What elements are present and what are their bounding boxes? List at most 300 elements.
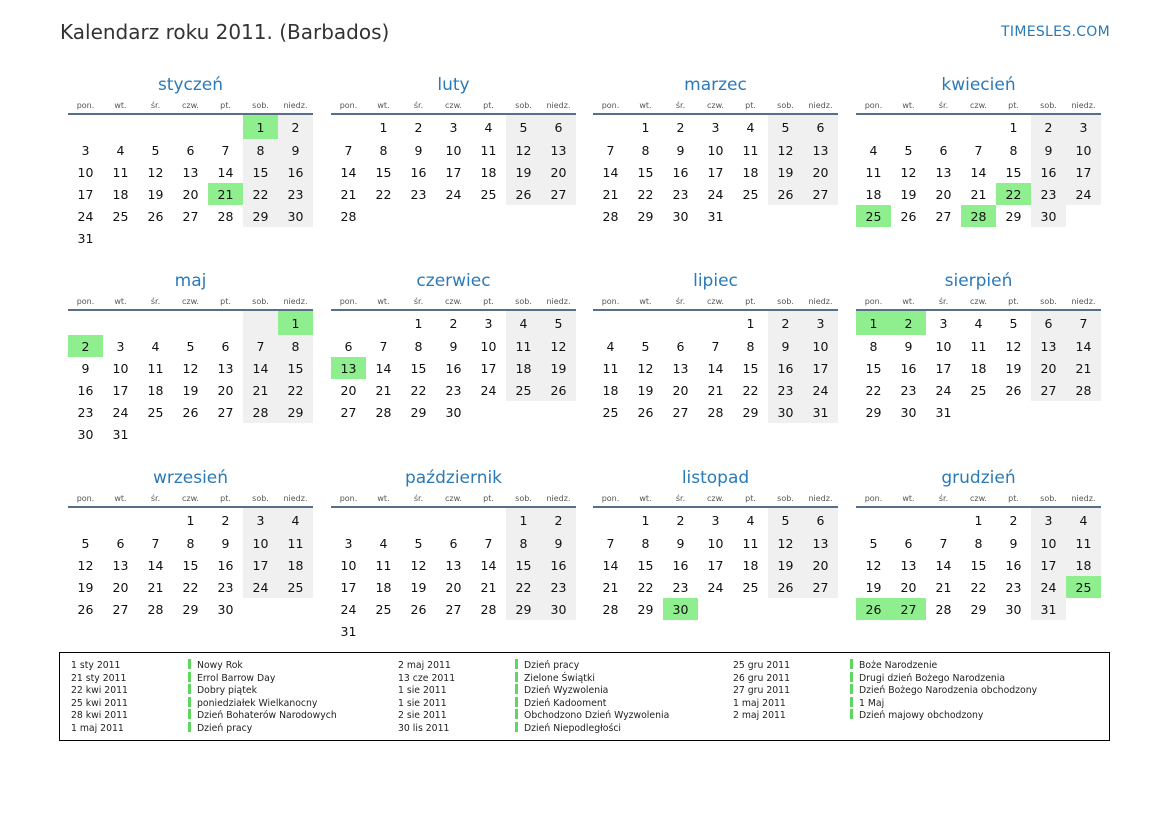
day-cell[interactable]: 8 bbox=[186, 535, 195, 551]
day-cell[interactable]: 11 bbox=[278, 532, 313, 554]
day-cell[interactable]: 26 bbox=[856, 598, 891, 620]
day-cell[interactable]: 17 bbox=[112, 382, 129, 398]
day-cell[interactable]: 23 bbox=[77, 404, 94, 420]
day-cell[interactable]: 28 bbox=[217, 208, 234, 224]
day-cell[interactable]: 8 bbox=[414, 338, 423, 354]
day-cell[interactable]: 2 bbox=[414, 119, 423, 135]
day-cell[interactable]: 15 bbox=[637, 557, 654, 573]
day-cell[interactable]: 12 bbox=[147, 164, 164, 180]
day-cell[interactable]: 26 bbox=[900, 208, 917, 224]
day-cell[interactable]: 13 bbox=[803, 532, 838, 554]
day-cell[interactable]: 2 bbox=[68, 335, 103, 357]
day-cell[interactable]: 27 bbox=[445, 601, 462, 617]
day-cell[interactable]: 28 bbox=[961, 205, 996, 227]
day-cell[interactable]: 20 bbox=[935, 186, 952, 202]
day-cell[interactable]: 4 bbox=[151, 338, 160, 354]
day-cell[interactable]: 14 bbox=[1066, 335, 1101, 357]
day-cell[interactable]: 8 bbox=[641, 535, 650, 551]
day-cell[interactable]: 8 bbox=[974, 535, 983, 551]
day-cell[interactable]: 4 bbox=[974, 315, 983, 331]
day-cell[interactable]: 19 bbox=[182, 382, 199, 398]
day-cell[interactable]: 20 bbox=[1031, 357, 1066, 379]
day-cell[interactable]: 14 bbox=[970, 164, 987, 180]
day-cell[interactable]: 27 bbox=[1031, 379, 1066, 401]
day-cell[interactable]: 18 bbox=[970, 360, 987, 376]
day-cell[interactable]: 9 bbox=[1009, 535, 1018, 551]
day-cell[interactable]: 17 bbox=[803, 357, 838, 379]
day-cell[interactable]: 14 bbox=[480, 557, 497, 573]
day-cell[interactable]: 12 bbox=[768, 532, 803, 554]
day-cell[interactable]: 13 bbox=[935, 164, 952, 180]
day-cell[interactable]: 20 bbox=[112, 579, 129, 595]
day-cell[interactable]: 16 bbox=[900, 360, 917, 376]
day-cell[interactable]: 22 bbox=[637, 579, 654, 595]
day-cell[interactable]: 27 bbox=[340, 404, 357, 420]
day-cell[interactable]: 19 bbox=[506, 161, 541, 183]
day-cell[interactable]: 2 bbox=[221, 512, 230, 528]
day-cell[interactable]: 9 bbox=[278, 139, 313, 161]
day-cell[interactable]: 3 bbox=[484, 315, 493, 331]
day-cell[interactable]: 27 bbox=[217, 404, 234, 420]
day-cell[interactable]: 10 bbox=[77, 164, 94, 180]
day-cell[interactable]: 8 bbox=[379, 142, 388, 158]
day-cell[interactable]: 12 bbox=[900, 164, 917, 180]
day-cell[interactable]: 17 bbox=[707, 557, 724, 573]
day-cell[interactable]: 17 bbox=[445, 164, 462, 180]
day-cell[interactable]: 5 bbox=[1009, 315, 1018, 331]
day-cell[interactable]: 23 bbox=[768, 379, 803, 401]
day-cell[interactable]: 3 bbox=[803, 310, 838, 335]
day-cell[interactable]: 14 bbox=[602, 557, 619, 573]
day-cell[interactable]: 7 bbox=[1066, 310, 1101, 335]
day-cell[interactable]: 13 bbox=[541, 139, 576, 161]
day-cell[interactable]: 12 bbox=[768, 139, 803, 161]
day-cell[interactable]: 30 bbox=[541, 598, 576, 620]
day-cell[interactable]: 22 bbox=[865, 382, 882, 398]
day-cell[interactable]: 19 bbox=[541, 357, 576, 379]
day-cell[interactable]: 21 bbox=[1066, 357, 1101, 379]
day-cell[interactable]: 14 bbox=[147, 557, 164, 573]
day-cell[interactable]: 5 bbox=[904, 142, 913, 158]
day-cell[interactable]: 7 bbox=[243, 335, 278, 357]
day-cell[interactable]: 22 bbox=[182, 579, 199, 595]
day-cell[interactable]: 1 bbox=[746, 315, 755, 331]
day-cell[interactable]: 4 bbox=[746, 119, 755, 135]
day-cell[interactable]: 29 bbox=[637, 601, 654, 617]
day-cell[interactable]: 25 bbox=[278, 576, 313, 598]
day-cell[interactable]: 24 bbox=[707, 186, 724, 202]
day-cell[interactable]: 25 bbox=[602, 404, 619, 420]
day-cell[interactable]: 30 bbox=[1031, 205, 1066, 227]
day-cell[interactable]: 6 bbox=[344, 338, 353, 354]
day-cell[interactable]: 15 bbox=[506, 554, 541, 576]
day-cell[interactable]: 11 bbox=[506, 335, 541, 357]
day-cell[interactable]: 22 bbox=[637, 186, 654, 202]
day-cell[interactable]: 19 bbox=[77, 579, 94, 595]
day-cell[interactable]: 1 bbox=[641, 512, 650, 528]
day-cell[interactable]: 23 bbox=[410, 186, 427, 202]
day-cell[interactable]: 29 bbox=[243, 205, 278, 227]
day-cell[interactable]: 9 bbox=[221, 535, 230, 551]
day-cell[interactable]: 23 bbox=[217, 579, 234, 595]
day-cell[interactable]: 27 bbox=[803, 576, 838, 598]
day-cell[interactable]: 11 bbox=[865, 164, 882, 180]
day-cell[interactable]: 3 bbox=[116, 338, 125, 354]
day-cell[interactable]: 6 bbox=[803, 114, 838, 139]
day-cell[interactable]: 28 bbox=[243, 401, 278, 423]
day-cell[interactable]: 20 bbox=[672, 382, 689, 398]
day-cell[interactable]: 8 bbox=[506, 532, 541, 554]
day-cell[interactable]: 16 bbox=[278, 161, 313, 183]
day-cell[interactable]: 6 bbox=[116, 535, 125, 551]
day-cell[interactable]: 7 bbox=[711, 338, 720, 354]
day-cell[interactable]: 20 bbox=[803, 554, 838, 576]
day-cell[interactable]: 17 bbox=[340, 579, 357, 595]
day-cell[interactable]: 19 bbox=[147, 186, 164, 202]
day-cell[interactable]: 5 bbox=[414, 535, 423, 551]
day-cell[interactable]: 5 bbox=[768, 114, 803, 139]
day-cell[interactable]: 25 bbox=[375, 601, 392, 617]
day-cell[interactable]: 11 bbox=[742, 535, 759, 551]
day-cell[interactable]: 4 bbox=[116, 142, 125, 158]
day-cell[interactable]: 3 bbox=[449, 119, 458, 135]
day-cell[interactable]: 9 bbox=[81, 360, 90, 376]
day-cell[interactable]: 6 bbox=[904, 535, 913, 551]
day-cell[interactable]: 7 bbox=[484, 535, 493, 551]
day-cell[interactable]: 17 bbox=[1031, 554, 1066, 576]
day-cell[interactable]: 1 bbox=[278, 310, 313, 335]
day-cell[interactable]: 24 bbox=[243, 576, 278, 598]
day-cell[interactable]: 28 bbox=[602, 601, 619, 617]
day-cell[interactable]: 4 bbox=[869, 142, 878, 158]
day-cell[interactable]: 19 bbox=[768, 554, 803, 576]
day-cell[interactable]: 12 bbox=[182, 360, 199, 376]
day-cell[interactable]: 16 bbox=[672, 557, 689, 573]
day-cell[interactable]: 22 bbox=[970, 579, 987, 595]
day-cell[interactable]: 12 bbox=[865, 557, 882, 573]
day-cell[interactable]: 9 bbox=[541, 532, 576, 554]
day-cell[interactable]: 13 bbox=[331, 357, 366, 379]
day-cell[interactable]: 2 bbox=[676, 512, 685, 528]
day-cell[interactable]: 15 bbox=[865, 360, 882, 376]
day-cell[interactable]: 10 bbox=[803, 335, 838, 357]
day-cell[interactable]: 5 bbox=[541, 310, 576, 335]
day-cell[interactable]: 30 bbox=[445, 404, 462, 420]
day-cell[interactable]: 13 bbox=[112, 557, 129, 573]
day-cell[interactable]: 27 bbox=[935, 208, 952, 224]
day-cell[interactable]: 7 bbox=[344, 142, 353, 158]
day-cell[interactable]: 21 bbox=[375, 382, 392, 398]
day-cell[interactable]: 12 bbox=[410, 557, 427, 573]
day-cell[interactable]: 23 bbox=[672, 186, 689, 202]
day-cell[interactable]: 19 bbox=[900, 186, 917, 202]
day-cell[interactable]: 28 bbox=[935, 601, 952, 617]
day-cell[interactable]: 28 bbox=[707, 404, 724, 420]
day-cell[interactable]: 29 bbox=[182, 601, 199, 617]
day-cell[interactable]: 8 bbox=[243, 139, 278, 161]
day-cell[interactable]: 30 bbox=[217, 601, 234, 617]
day-cell[interactable]: 11 bbox=[375, 557, 392, 573]
day-cell[interactable]: 4 bbox=[1066, 507, 1101, 532]
day-cell[interactable]: 11 bbox=[112, 164, 129, 180]
day-cell[interactable]: 20 bbox=[900, 579, 917, 595]
day-cell[interactable]: 26 bbox=[182, 404, 199, 420]
brand-link[interactable]: TIMESLES.COM bbox=[1001, 24, 1110, 40]
day-cell[interactable]: 21 bbox=[147, 579, 164, 595]
day-cell[interactable]: 15 bbox=[182, 557, 199, 573]
day-cell[interactable]: 15 bbox=[637, 164, 654, 180]
day-cell[interactable]: 2 bbox=[768, 310, 803, 335]
day-cell[interactable]: 22 bbox=[996, 183, 1031, 205]
day-cell[interactable]: 15 bbox=[375, 164, 392, 180]
day-cell[interactable]: 21 bbox=[935, 579, 952, 595]
day-cell[interactable]: 31 bbox=[1031, 598, 1066, 620]
day-cell[interactable]: 5 bbox=[869, 535, 878, 551]
day-cell[interactable]: 5 bbox=[641, 338, 650, 354]
day-cell[interactable]: 13 bbox=[803, 139, 838, 161]
day-cell[interactable]: 23 bbox=[278, 183, 313, 205]
day-cell[interactable]: 6 bbox=[1031, 310, 1066, 335]
day-cell[interactable]: 7 bbox=[221, 142, 230, 158]
day-cell[interactable]: 19 bbox=[1005, 360, 1022, 376]
day-cell[interactable]: 21 bbox=[340, 186, 357, 202]
day-cell[interactable]: 26 bbox=[410, 601, 427, 617]
day-cell[interactable]: 18 bbox=[742, 164, 759, 180]
day-cell[interactable]: 31 bbox=[803, 401, 838, 423]
day-cell[interactable]: 14 bbox=[707, 360, 724, 376]
day-cell[interactable]: 20 bbox=[445, 579, 462, 595]
day-cell[interactable]: 20 bbox=[340, 382, 357, 398]
day-cell[interactable]: 8 bbox=[278, 335, 313, 357]
day-cell[interactable]: 13 bbox=[1031, 335, 1066, 357]
day-cell[interactable]: 22 bbox=[375, 186, 392, 202]
day-cell[interactable]: 11 bbox=[480, 142, 497, 158]
day-cell[interactable]: 24 bbox=[1066, 183, 1101, 205]
day-cell[interactable]: 16 bbox=[768, 357, 803, 379]
day-cell[interactable]: 21 bbox=[480, 579, 497, 595]
day-cell[interactable]: 10 bbox=[112, 360, 129, 376]
day-cell[interactable]: 26 bbox=[768, 183, 803, 205]
day-cell[interactable]: 22 bbox=[410, 382, 427, 398]
day-cell[interactable]: 7 bbox=[379, 338, 388, 354]
day-cell[interactable]: 19 bbox=[410, 579, 427, 595]
day-cell[interactable]: 9 bbox=[1031, 139, 1066, 161]
day-cell[interactable]: 31 bbox=[112, 426, 129, 442]
day-cell[interactable]: 20 bbox=[803, 161, 838, 183]
day-cell[interactable]: 29 bbox=[637, 208, 654, 224]
day-cell[interactable]: 24 bbox=[480, 382, 497, 398]
day-cell[interactable]: 10 bbox=[707, 535, 724, 551]
day-cell[interactable]: 3 bbox=[711, 512, 720, 528]
day-cell[interactable]: 17 bbox=[935, 360, 952, 376]
day-cell[interactable]: 5 bbox=[768, 507, 803, 532]
day-cell[interactable]: 9 bbox=[768, 335, 803, 357]
day-cell[interactable]: 25 bbox=[506, 379, 541, 401]
day-cell[interactable]: 25 bbox=[970, 382, 987, 398]
day-cell[interactable]: 29 bbox=[1005, 208, 1022, 224]
day-cell[interactable]: 25 bbox=[742, 579, 759, 595]
day-cell[interactable]: 27 bbox=[672, 404, 689, 420]
day-cell[interactable]: 5 bbox=[151, 142, 160, 158]
day-cell[interactable]: 23 bbox=[445, 382, 462, 398]
day-cell[interactable]: 11 bbox=[742, 142, 759, 158]
day-cell[interactable]: 27 bbox=[182, 208, 199, 224]
day-cell[interactable]: 15 bbox=[742, 360, 759, 376]
day-cell[interactable]: 18 bbox=[480, 164, 497, 180]
day-cell[interactable]: 24 bbox=[77, 208, 94, 224]
day-cell[interactable]: 29 bbox=[506, 598, 541, 620]
day-cell[interactable]: 6 bbox=[803, 507, 838, 532]
day-cell[interactable]: 14 bbox=[340, 164, 357, 180]
day-cell[interactable]: 9 bbox=[904, 338, 913, 354]
day-cell[interactable]: 18 bbox=[278, 554, 313, 576]
day-cell[interactable]: 10 bbox=[243, 532, 278, 554]
day-cell[interactable]: 16 bbox=[445, 360, 462, 376]
day-cell[interactable]: 6 bbox=[939, 142, 948, 158]
day-cell[interactable]: 18 bbox=[1066, 554, 1101, 576]
day-cell[interactable]: 18 bbox=[865, 186, 882, 202]
day-cell[interactable]: 31 bbox=[935, 404, 952, 420]
day-cell[interactable]: 29 bbox=[865, 404, 882, 420]
day-cell[interactable]: 7 bbox=[939, 535, 948, 551]
day-cell[interactable]: 26 bbox=[768, 576, 803, 598]
day-cell[interactable]: 30 bbox=[1005, 601, 1022, 617]
day-cell[interactable]: 28 bbox=[147, 601, 164, 617]
day-cell[interactable]: 2 bbox=[1009, 512, 1018, 528]
day-cell[interactable]: 30 bbox=[278, 205, 313, 227]
day-cell[interactable]: 15 bbox=[970, 557, 987, 573]
day-cell[interactable]: 8 bbox=[641, 142, 650, 158]
day-cell[interactable]: 12 bbox=[637, 360, 654, 376]
day-cell[interactable]: 30 bbox=[663, 598, 698, 620]
day-cell[interactable]: 1 bbox=[414, 315, 423, 331]
day-cell[interactable]: 26 bbox=[506, 183, 541, 205]
day-cell[interactable]: 4 bbox=[506, 310, 541, 335]
day-cell[interactable]: 17 bbox=[480, 360, 497, 376]
day-cell[interactable]: 21 bbox=[707, 382, 724, 398]
day-cell[interactable]: 26 bbox=[541, 379, 576, 401]
day-cell[interactable]: 13 bbox=[672, 360, 689, 376]
day-cell[interactable]: 13 bbox=[182, 164, 199, 180]
day-cell[interactable]: 1 bbox=[243, 114, 278, 139]
day-cell[interactable]: 22 bbox=[506, 576, 541, 598]
day-cell[interactable]: 13 bbox=[900, 557, 917, 573]
day-cell[interactable]: 6 bbox=[676, 338, 685, 354]
day-cell[interactable]: 22 bbox=[243, 183, 278, 205]
day-cell[interactable]: 5 bbox=[81, 535, 90, 551]
day-cell[interactable]: 10 bbox=[707, 142, 724, 158]
day-cell[interactable]: 14 bbox=[375, 360, 392, 376]
day-cell[interactable]: 8 bbox=[746, 338, 755, 354]
day-cell[interactable]: 29 bbox=[970, 601, 987, 617]
day-cell[interactable]: 20 bbox=[541, 161, 576, 183]
day-cell[interactable]: 3 bbox=[711, 119, 720, 135]
day-cell[interactable]: 15 bbox=[1005, 164, 1022, 180]
day-cell[interactable]: 14 bbox=[935, 557, 952, 573]
day-cell[interactable]: 31 bbox=[77, 230, 94, 246]
day-cell[interactable]: 17 bbox=[1066, 161, 1101, 183]
day-cell[interactable]: 10 bbox=[1066, 139, 1101, 161]
day-cell[interactable]: 26 bbox=[147, 208, 164, 224]
day-cell[interactable]: 16 bbox=[217, 557, 234, 573]
day-cell[interactable]: 28 bbox=[602, 208, 619, 224]
day-cell[interactable]: 28 bbox=[480, 601, 497, 617]
day-cell[interactable]: 20 bbox=[217, 382, 234, 398]
day-cell[interactable]: 1 bbox=[506, 507, 541, 532]
day-cell[interactable]: 5 bbox=[186, 338, 195, 354]
day-cell[interactable]: 8 bbox=[1009, 142, 1018, 158]
day-cell[interactable]: 26 bbox=[77, 601, 94, 617]
day-cell[interactable]: 25 bbox=[480, 186, 497, 202]
day-cell[interactable]: 31 bbox=[340, 623, 357, 639]
day-cell[interactable]: 9 bbox=[449, 338, 458, 354]
day-cell[interactable]: 27 bbox=[541, 183, 576, 205]
day-cell[interactable]: 10 bbox=[445, 142, 462, 158]
day-cell[interactable]: 6 bbox=[186, 142, 195, 158]
day-cell[interactable]: 18 bbox=[112, 186, 129, 202]
day-cell[interactable]: 3 bbox=[243, 507, 278, 532]
day-cell[interactable]: 9 bbox=[414, 142, 423, 158]
day-cell[interactable]: 4 bbox=[746, 512, 755, 528]
day-cell[interactable]: 6 bbox=[541, 114, 576, 139]
day-cell[interactable]: 25 bbox=[112, 208, 129, 224]
day-cell[interactable]: 2 bbox=[278, 114, 313, 139]
day-cell[interactable]: 1 bbox=[379, 119, 388, 135]
day-cell[interactable]: 12 bbox=[506, 139, 541, 161]
day-cell[interactable]: 21 bbox=[243, 379, 278, 401]
day-cell[interactable]: 10 bbox=[480, 338, 497, 354]
day-cell[interactable]: 24 bbox=[445, 186, 462, 202]
day-cell[interactable]: 13 bbox=[445, 557, 462, 573]
day-cell[interactable]: 23 bbox=[672, 579, 689, 595]
day-cell[interactable]: 29 bbox=[410, 404, 427, 420]
day-cell[interactable]: 19 bbox=[865, 579, 882, 595]
day-cell[interactable]: 30 bbox=[768, 401, 803, 423]
day-cell[interactable]: 6 bbox=[221, 338, 230, 354]
day-cell[interactable]: 16 bbox=[1005, 557, 1022, 573]
day-cell[interactable]: 18 bbox=[742, 557, 759, 573]
day-cell[interactable]: 16 bbox=[541, 554, 576, 576]
day-cell[interactable]: 7 bbox=[974, 142, 983, 158]
day-cell[interactable]: 18 bbox=[147, 382, 164, 398]
day-cell[interactable]: 18 bbox=[602, 382, 619, 398]
day-cell[interactable]: 1 bbox=[641, 119, 650, 135]
day-cell[interactable]: 23 bbox=[1005, 579, 1022, 595]
day-cell[interactable]: 16 bbox=[410, 164, 427, 180]
day-cell[interactable]: 6 bbox=[449, 535, 458, 551]
day-cell[interactable]: 17 bbox=[243, 554, 278, 576]
day-cell[interactable]: 16 bbox=[1031, 161, 1066, 183]
day-cell[interactable]: 14 bbox=[217, 164, 234, 180]
day-cell[interactable]: 15 bbox=[278, 357, 313, 379]
day-cell[interactable]: 21 bbox=[208, 183, 243, 205]
day-cell[interactable]: 30 bbox=[672, 208, 689, 224]
day-cell[interactable]: 13 bbox=[217, 360, 234, 376]
day-cell[interactable]: 1 bbox=[1009, 119, 1018, 135]
day-cell[interactable]: 9 bbox=[676, 535, 685, 551]
day-cell[interactable]: 24 bbox=[1031, 576, 1066, 598]
day-cell[interactable]: 7 bbox=[606, 535, 615, 551]
day-cell[interactable]: 11 bbox=[147, 360, 164, 376]
day-cell[interactable]: 23 bbox=[541, 576, 576, 598]
day-cell[interactable]: 3 bbox=[1066, 114, 1101, 139]
day-cell[interactable]: 26 bbox=[1005, 382, 1022, 398]
day-cell[interactable]: 19 bbox=[768, 161, 803, 183]
day-cell[interactable]: 2 bbox=[676, 119, 685, 135]
day-cell[interactable]: 16 bbox=[77, 382, 94, 398]
day-cell[interactable]: 3 bbox=[344, 535, 353, 551]
day-cell[interactable]: 23 bbox=[900, 382, 917, 398]
